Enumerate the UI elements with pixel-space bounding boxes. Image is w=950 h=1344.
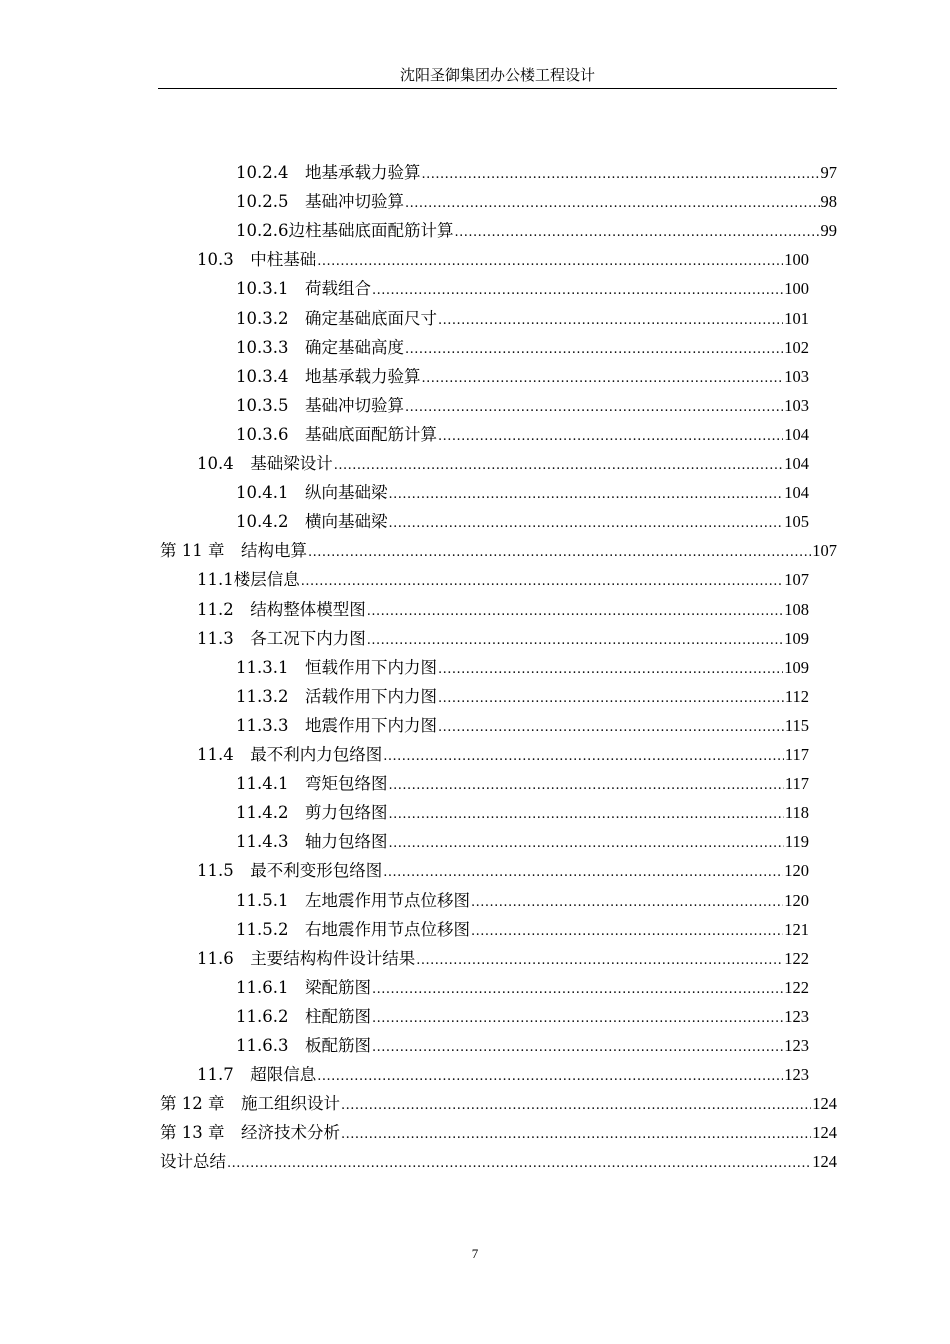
dot-leader (405, 333, 783, 364)
toc-entry-title: 11.3.3 地震作用下内力图 (236, 715, 437, 735)
toc-entry[interactable] (236, 478, 809, 507)
dot-leader (317, 245, 783, 276)
dot-leader (438, 420, 783, 451)
toc-entry-page: 108 (784, 599, 809, 619)
toc-entry-title: 10.3.3 确定基础高度 (236, 337, 404, 357)
dot-leader (367, 624, 784, 655)
dot-leader (421, 158, 819, 189)
toc-entry-title: 11.3 各工况下内力图 (197, 628, 366, 648)
toc-entry[interactable] (197, 595, 809, 624)
dot-leader (372, 973, 783, 1004)
toc-entry-title: 11.5.2 右地震作用节点位移图 (236, 919, 470, 939)
toc-entry[interactable] (236, 711, 809, 740)
toc-entry[interactable] (236, 187, 837, 216)
toc-entry-page: 104 (784, 424, 809, 444)
toc-entry[interactable] (236, 682, 809, 711)
toc-entry[interactable] (236, 391, 809, 420)
toc-entry-page: 101 (784, 308, 809, 328)
toc-entry-page: 115 (784, 715, 809, 735)
dot-leader (454, 216, 819, 247)
toc-entry[interactable] (160, 1089, 837, 1118)
page-number: 7 (471, 1246, 479, 1261)
toc-entry-page: 118 (784, 803, 809, 823)
toc-entry-page: 123 (784, 1065, 809, 1085)
toc-entry[interactable] (236, 362, 809, 391)
toc-entry-title: 11.5.1 左地震作用节点位移图 (236, 890, 470, 910)
toc-entry-page: 120 (784, 861, 809, 881)
toc-entry[interactable] (236, 216, 837, 245)
dot-leader (383, 856, 783, 887)
toc-entry-title: 第 12 章 施工组织设计 (160, 1094, 340, 1114)
toc-entry[interactable] (236, 886, 809, 915)
dot-leader (341, 1118, 811, 1149)
toc-entry-page: 99 (820, 221, 837, 241)
toc-entry-page: 97 (820, 163, 837, 182)
toc-entry[interactable] (236, 333, 809, 362)
toc-entry-title: 11.4.1 弯矩包络图 (236, 774, 388, 794)
toc-entry-page: 100 (784, 250, 809, 270)
toc-entry-title: 10.3.6 基础底面配筋计算 (236, 424, 437, 444)
toc-entry-title: 11.6 主要结构构件设计结果 (197, 948, 416, 968)
toc-entry-page: 103 (784, 395, 809, 415)
toc-entry-page: 117 (784, 774, 809, 794)
toc-entry-page: 123 (784, 1006, 809, 1026)
toc-entry[interactable] (236, 769, 809, 798)
toc-entry[interactable] (160, 1147, 837, 1176)
toc-entry-title: 10.3.2 确定基础底面尺寸 (236, 308, 437, 328)
toc-entry-title: 10.2.5 基础冲切验算 (236, 192, 404, 212)
toc-entry-title: 11.6.2 柱配筋图 (236, 1006, 371, 1026)
toc-entry-title: 11.4 最不利内力包络图 (197, 745, 383, 764)
dot-leader (227, 1147, 811, 1178)
dot-leader (388, 798, 783, 829)
dot-leader (388, 769, 783, 800)
toc-entry-title: 10.3.4 地基承载力验算 (236, 366, 421, 386)
toc-entry-page: 120 (784, 890, 809, 910)
toc-entry-title: 10.2.4 地基承载力验算 (236, 163, 421, 182)
toc-entry[interactable] (197, 565, 809, 594)
toc-entry-page: 104 (784, 454, 809, 473)
toc-entry-title: 10.4.1 纵向基础梁 (236, 483, 388, 503)
toc-entry-page: 122 (784, 977, 809, 997)
toc-entry-title: 11.1楼层信息 (197, 570, 300, 590)
toc-entry-title: 第 11 章 结构电算 (160, 541, 307, 561)
dot-leader (405, 391, 783, 422)
toc-entry-title: 11.3.2 活载作用下内力图 (236, 686, 437, 706)
toc-entry-title: 10.4.2 横向基础梁 (236, 512, 388, 532)
dot-leader (416, 944, 783, 975)
dot-leader (388, 827, 783, 858)
toc-entry[interactable] (197, 449, 809, 478)
dot-leader (388, 478, 783, 509)
toc-entry-title: 11.7 超限信息 (197, 1065, 317, 1085)
toc-entry-title: 设计总结 (160, 1152, 226, 1172)
toc-entry[interactable] (236, 653, 809, 682)
dot-leader (405, 187, 820, 218)
toc-entry-title: 11.6.1 梁配筋图 (236, 977, 371, 997)
toc-entry-title: 11.4.2 剪力包络图 (236, 803, 388, 823)
dot-leader (372, 1031, 783, 1062)
toc-entry-title: 10.3.5 基础冲切验算 (236, 395, 404, 415)
toc-entry[interactable] (236, 420, 809, 449)
toc-entry-title: 第 13 章 经济技术分析 (160, 1123, 340, 1143)
dot-leader (308, 536, 811, 567)
toc-entry-page: 122 (784, 948, 809, 968)
toc-entry[interactable] (236, 798, 809, 827)
toc-entry-page: 124 (812, 1152, 837, 1172)
toc-entry-title: 11.4.3 轴力包络图 (236, 832, 388, 852)
toc-entry-page: 104 (784, 483, 809, 503)
toc-entry[interactable] (236, 915, 809, 944)
toc-entry[interactable] (197, 740, 809, 769)
toc-entry-page: 105 (784, 512, 809, 532)
toc-entry-page: 112 (784, 686, 809, 706)
toc-entry-page: 107 (812, 541, 837, 561)
toc-entry-page: 98 (820, 192, 837, 212)
toc-entry-title: 11.2 结构整体模型图 (197, 599, 366, 619)
toc-entry[interactable] (236, 1031, 809, 1060)
dot-leader (438, 682, 784, 713)
toc-entry[interactable] (236, 827, 809, 856)
toc-entry-page: 109 (784, 657, 809, 677)
toc-entry-page: 121 (784, 919, 809, 939)
toc-entry[interactable] (160, 1118, 837, 1147)
dot-leader (471, 915, 783, 946)
toc-entry-title: 10.3.1 荷载组合 (236, 279, 371, 299)
toc-entry[interactable] (236, 973, 809, 1002)
dot-leader (438, 711, 784, 742)
dot-leader (438, 653, 783, 684)
toc-entry-title: 11.5 最不利变形包络图 (197, 861, 383, 881)
toc-entry-title: 11.3.1 恒载作用下内力图 (236, 657, 437, 677)
toc-entry-title: 10.4 基础梁设计 (197, 454, 333, 473)
dot-leader (438, 304, 783, 335)
running-header: 沈阳圣御集团办公楼工程设计 (399, 66, 595, 84)
dot-leader (383, 740, 784, 771)
toc-entry[interactable] (236, 158, 837, 187)
toc-entry-page: 102 (784, 337, 809, 357)
toc-entry[interactable] (197, 624, 809, 653)
header-rule (158, 88, 837, 89)
dot-leader (471, 886, 783, 917)
dot-leader (367, 595, 784, 626)
toc-entry-title: 10.2.6边柱基础底面配筋计算 (236, 221, 454, 241)
toc-entry[interactable] (197, 1060, 809, 1089)
toc-entry-page: 103 (784, 366, 809, 386)
toc-entry-page: 124 (812, 1123, 837, 1143)
toc-entry-page: 124 (812, 1094, 837, 1114)
dot-leader (334, 449, 784, 480)
toc-entry[interactable] (236, 1002, 809, 1031)
toc-entry-page: 109 (784, 628, 809, 648)
dot-leader (317, 1060, 783, 1091)
toc-entry-page: 107 (784, 570, 809, 590)
dot-leader (341, 1089, 811, 1120)
toc-entry-title: 10.3 中柱基础 (197, 250, 317, 270)
dot-leader (388, 507, 783, 538)
toc-entry[interactable] (197, 856, 809, 885)
dot-leader (301, 565, 784, 596)
toc-entry[interactable] (236, 304, 809, 333)
toc-entry-page: 123 (784, 1036, 809, 1055)
dot-leader (372, 274, 783, 305)
dot-leader (421, 362, 783, 393)
toc-entry[interactable] (236, 507, 809, 536)
toc-entry[interactable] (197, 944, 809, 973)
toc-entry-title: 11.6.3 板配筋图 (236, 1036, 371, 1055)
toc-entry-page: 117 (784, 745, 809, 764)
toc-entry-page: 119 (784, 832, 809, 852)
dot-leader (372, 1002, 783, 1033)
toc-entry-page: 100 (784, 279, 809, 299)
toc-entry[interactable] (197, 245, 809, 274)
toc-entry[interactable] (160, 536, 837, 565)
toc-entry[interactable] (236, 274, 809, 303)
